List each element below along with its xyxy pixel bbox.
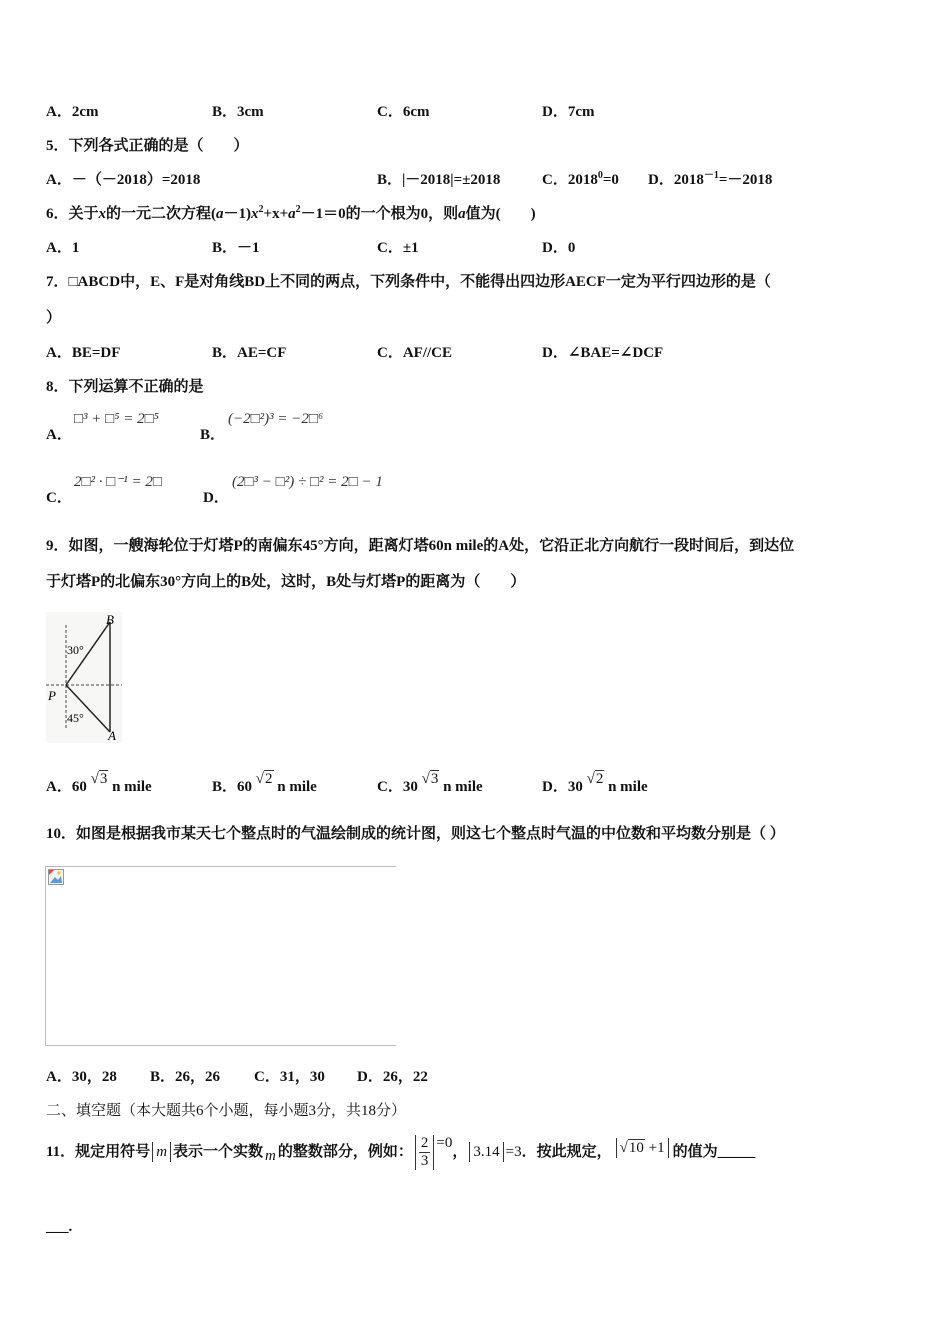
q11-text: 11．规定用符号 — [46, 1144, 151, 1160]
q8-option-b-label: B． — [200, 427, 226, 443]
q11-text: 的整数部分，例如： — [277, 1144, 413, 1160]
q6-stem — [46, 205, 536, 223]
q11-blank-cont: ___. — [46, 1219, 73, 1235]
broken-image-placeholder — [45, 866, 396, 1046]
q8-stem: 8．下列运算不正确的是 — [46, 379, 204, 395]
q10-option-d: D．26，22 — [357, 1069, 428, 1085]
fraction-denominator: 3 — [420, 1152, 429, 1169]
angle-45-label: 45° — [67, 711, 84, 725]
q9-unit: n mile — [277, 779, 317, 795]
q5-option-d-base: D．2018 — [648, 172, 704, 188]
q9-option-a-coef: A．60 — [46, 779, 87, 795]
q7-stem-cont: ） — [46, 310, 62, 326]
q9-option-a — [46, 771, 152, 796]
sqrt-symbol: √3 — [90, 771, 108, 787]
point-b-label: B — [106, 612, 114, 627]
q6-option-c: C．±1 — [377, 240, 419, 256]
q6-option-d: D．0 — [542, 240, 576, 256]
q9-option-d — [542, 771, 648, 796]
q5-option-b: B．|－2018|=±2018 — [377, 172, 501, 188]
q6-option-a: A．1 — [46, 240, 80, 256]
q4-option-d: D．7cm — [542, 104, 595, 120]
q9-option-d-coef: D．30 — [542, 779, 583, 795]
q7-option-d: D．∠BAE=∠DCF — [542, 345, 664, 361]
q6-var-x: x — [251, 206, 259, 222]
q9-option-b-coef: B．60 — [212, 779, 253, 795]
floor-bracket — [415, 1135, 435, 1170]
point-a-label: A — [108, 728, 116, 743]
q9-stem-line2: 于灯塔P的北偏东30°方向上的B处，这时，B处与灯塔P的距离为（ ） — [46, 574, 526, 590]
q5-option-d-exp: －1 — [703, 170, 719, 181]
q9-option-b-radicand: 2 — [265, 771, 273, 787]
fraction — [419, 1135, 431, 1170]
q9-unit: n mile — [112, 779, 152, 795]
q6-text: －1) — [223, 206, 252, 222]
q5-option-a: A．－（－2018）=2018 — [46, 172, 201, 188]
q11-stem — [46, 1128, 755, 1176]
sqrt-symbol: √2 — [255, 771, 273, 787]
q9-option-b — [212, 771, 317, 796]
q11-var-m: m — [265, 1148, 276, 1164]
broken-image-icon — [48, 869, 64, 885]
q8-option-a-label: A． — [46, 427, 72, 443]
q10-option-a: A．30，28 — [46, 1069, 117, 1085]
q11-eq: =3 — [505, 1144, 522, 1160]
q5-option-d — [648, 171, 772, 189]
q8-option-b-expr: (−2□²)³ = −2□⁶ — [228, 411, 324, 427]
q10-option-b: B．26，26 — [150, 1069, 221, 1085]
q8-option-d-expr: (2□³ − □²) ÷ □² = 2□ − 1 — [232, 474, 383, 490]
q9-option-a-radicand: 3 — [99, 771, 108, 787]
q8-option-d-label: D． — [203, 490, 229, 506]
q6-exp: 2 — [258, 204, 264, 215]
q6-option-b: B．－1 — [212, 240, 260, 256]
q9-unit: n mile — [443, 779, 483, 795]
q4-option-c: C．6cm — [377, 104, 430, 120]
q11-text: ．按此规定， — [521, 1144, 612, 1160]
q4-option-a: A．2cm — [46, 104, 99, 120]
q5-option-c-exp: 0 — [597, 170, 603, 181]
q9-stem-line1: 9．如图，一艘海轮位于灯塔P的南偏东45°方向，距离灯塔60n mile的A处，它沿正北方向航行一段时间后，到达位 — [46, 538, 795, 554]
q10-option-c: C．31，30 — [254, 1069, 325, 1085]
q9-option-c-coef: C．30 — [377, 779, 418, 795]
q6-var-x: x — [98, 206, 107, 222]
q11-plus: +1 — [648, 1140, 665, 1156]
point-p-label: P — [48, 688, 56, 703]
q11-radicand: 10 — [628, 1140, 644, 1156]
section-heading: 二、填空题（本大题共6个小题，每小题3分，共18分） — [46, 1103, 407, 1119]
q7-option-c: C．AF//CE — [377, 345, 453, 361]
floor-bracket — [616, 1138, 669, 1158]
q6-text: 6．关于 — [46, 206, 99, 222]
q6-text: 的一元二次方程( — [106, 206, 217, 222]
q5-option-d-tail: =－2018 — [718, 172, 773, 188]
q5-option-c-tail: =0 — [602, 172, 619, 188]
sqrt-symbol: √3 — [421, 771, 439, 787]
q8-option-c-expr: 2□² · □⁻¹ = 2□ — [74, 474, 162, 490]
q6-var-a: a — [288, 206, 296, 222]
q5-option-c-base: C．2018 — [542, 172, 598, 188]
q5-stem: 5．下列各式正确的是（ ） — [46, 138, 249, 154]
q6-text: +x+ — [263, 206, 289, 222]
angle-30-label: 30° — [67, 643, 84, 657]
sqrt-symbol: √10 — [619, 1140, 644, 1156]
q6-text: 值为( ) — [465, 206, 536, 222]
q11-text: ， — [452, 1144, 468, 1160]
q10-stem: 10．如图是根据我市某天七个整点时的气温绘制成的统计图，则这七个整点时气温的中位数和平均数分别是（ ） — [46, 826, 785, 842]
q11-eq: =0 — [436, 1135, 453, 1151]
q4-option-b: B．3cm — [212, 104, 264, 120]
q11-var-m: m — [156, 1144, 168, 1160]
floor-bracket — [152, 1142, 171, 1162]
q11-answer-blank: 的值为_____ — [672, 1144, 756, 1160]
floor-bracket-example: 3.14 — [469, 1142, 503, 1162]
q5-option-c — [542, 171, 619, 189]
q7-option-a: A．BE=DF — [46, 345, 121, 361]
q7-option-b: B．AE=CF — [212, 345, 287, 361]
q9-option-c-radicand: 3 — [430, 771, 439, 787]
q6-exp: 2 — [295, 204, 301, 215]
q9-option-d-radicand: 2 — [595, 771, 604, 787]
lighthouse-figure — [44, 610, 124, 745]
q11-text: 表示一个实数 — [173, 1144, 264, 1160]
q8-option-a-expr: □³ + □⁵ = 2□⁵ — [74, 411, 159, 427]
q6-var-a: a — [458, 206, 466, 222]
q6-text: －1＝0的一个根为0，则 — [300, 206, 459, 222]
fraction-numerator: 2 — [420, 1134, 429, 1151]
q6-var-a: a — [216, 206, 224, 222]
q9-option-c — [377, 771, 483, 796]
q9-unit: n mile — [608, 779, 648, 795]
q8-option-c-label: C． — [46, 490, 72, 506]
q7-stem: 7．□ABCD中，E、F是对角线BD上不同的两点，下列条件中，不能得出四边形AECF一定为平行四边形的是（ — [46, 274, 771, 290]
sqrt-symbol: √2 — [586, 771, 604, 787]
